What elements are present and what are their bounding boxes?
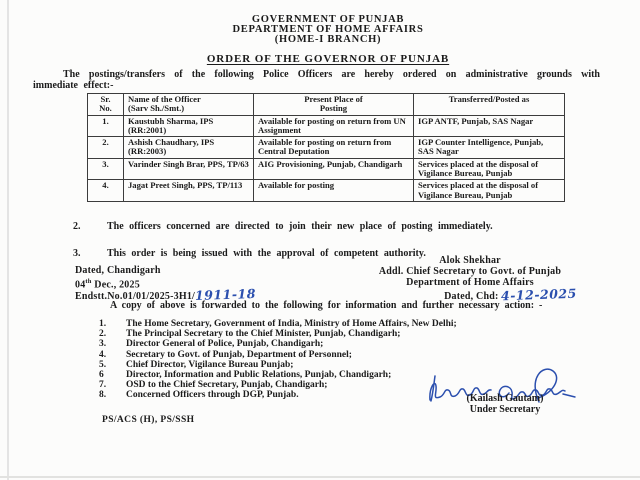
list-item: 7. OSD to the Chief Secretary, Punjab, Chandigarh; <box>99 380 328 391</box>
list-item: 8. Concerned Officers through DGP, Punjab. <box>99 390 299 401</box>
order-title: ORDER OF THE GOVERNOR OF PUNJAB <box>206 53 450 65</box>
table-row <box>88 137 565 159</box>
cell-present-place: Available for posting on return from UN Assignment <box>254 115 414 137</box>
cell-transferred: IGP ANTF, Punjab, SAS Nagar <box>414 115 565 137</box>
transfer-table <box>87 93 565 202</box>
signatory-name: Alok Shekhar <box>439 255 501 266</box>
endorsement-number-handwritten: 1911-18 <box>194 285 257 304</box>
cell-present-place: Available for posting <box>254 180 414 202</box>
scan-edge-left <box>7 0 9 480</box>
list-item: 5. Chief Director, Vigilance Bureau Punjab; <box>99 359 294 370</box>
cell-officer-name: Ashish Chaudhary, IPS (RR:2003) <box>124 137 254 159</box>
list-item: 2. The Principal Secretary to the Chief Minister, Punjab, Chandigarh; <box>99 329 401 340</box>
paragraph-3-number: 3. <box>73 248 81 259</box>
col-header-transferred: Transferred/Posted as <box>414 94 565 116</box>
dated-date: 04th Dec., 2025 <box>75 278 140 291</box>
paragraph-2-text: The officers concerned are directed to join their new place of posting immediately. <box>107 221 493 232</box>
dated-place: Dated, Chandigarh <box>75 265 161 276</box>
table-header-row <box>88 94 565 116</box>
col-header-present-place: Present Place of Posting <box>254 94 414 116</box>
cell-officer-name: Jagat Preet Singh, PPS, TP/113 <box>124 180 254 202</box>
list-item: 3. Director General of Police, Punjab, Chandigarh; <box>99 339 324 350</box>
cell-transferred: Services placed at the disposal of Vigilance Bureau, Punjab <box>414 180 565 202</box>
table-row <box>88 180 565 202</box>
cell-sr-no: 3. <box>88 158 124 180</box>
cell-present-place: Available for posting on return from Central Deputation <box>254 137 414 159</box>
table-row <box>88 158 565 180</box>
cell-officer-name: Varinder Singh Brar, PPS, TP/63 <box>124 158 254 180</box>
document-header <box>16 15 640 45</box>
table-row <box>88 115 565 137</box>
paragraph-2 <box>73 221 631 232</box>
cell-officer-name: Kaustubh Sharma, IPS (RR:2001) <box>124 115 254 137</box>
signatory-title: Addl. Chief Secretary to Govt. of Punjab <box>378 265 562 277</box>
list-item: 6 Director, Information and Public Relations, Punjab, Chandigarh; <box>99 370 392 381</box>
cell-transferred: IGP Counter Intelligence, Punjab, SAS Nagar <box>414 137 565 159</box>
intro-paragraph: The postings/transfers of the following Police Officers are hereby ordered on administrative grounds with immediate effect:- <box>33 69 600 91</box>
endorsement-date: Dated, Chd: 4-12-2025 <box>444 285 578 304</box>
signatory-block <box>330 256 610 288</box>
signature-title: Under Secretary <box>469 403 541 415</box>
paragraph-3-text: This order is being issued with the approval of competent authority. <box>107 248 426 259</box>
cell-present-place: AIG Provisioning, Punjab, Chandigarh <box>254 158 414 180</box>
government-title: GOVERNMENT OF PUNJAB <box>251 14 405 25</box>
endorsement-number: Endstt.No.01/01/2025-3H1/1911-18 <box>75 285 257 304</box>
department-title: DEPARTMENT OF HOME AFFAIRS <box>232 24 424 35</box>
cell-sr-no: 1. <box>88 115 124 137</box>
col-header-officer-name: Name of the Officer (Sarv Sh./Smt.) <box>124 94 254 116</box>
branch-title: (HOME-I BRANCH) <box>274 34 382 45</box>
scan-edge-bottom <box>0 476 640 478</box>
signatory-department: Department of Home Affairs <box>406 276 534 288</box>
signature-name: (Kailash Gautam) <box>466 393 544 404</box>
signature-block <box>420 366 590 416</box>
paragraph-2-number: 2. <box>73 221 81 232</box>
list-item: 1. The Home Secretary, Government of India, Ministry of Home Affairs, New Delhi; <box>99 319 457 329</box>
endorsement-date-handwritten: 4-12-2025 <box>500 285 578 304</box>
col-header-sr-no: Sr. No. <box>88 94 124 116</box>
ps-line: PS/ACS (H), PS/SSH <box>102 415 195 425</box>
cell-sr-no: 2. <box>88 137 124 159</box>
cell-transferred: Services placed at the disposal of Vigilance Bureau, Punjab <box>414 158 565 180</box>
cell-sr-no: 4. <box>88 180 124 202</box>
copy-paragraph: A copy of above is forwarded to the following for information and further necessary action: - <box>110 300 543 311</box>
list-item: 4. Secretary to Govt. of Punjab, Department of Personnel; <box>99 349 352 360</box>
